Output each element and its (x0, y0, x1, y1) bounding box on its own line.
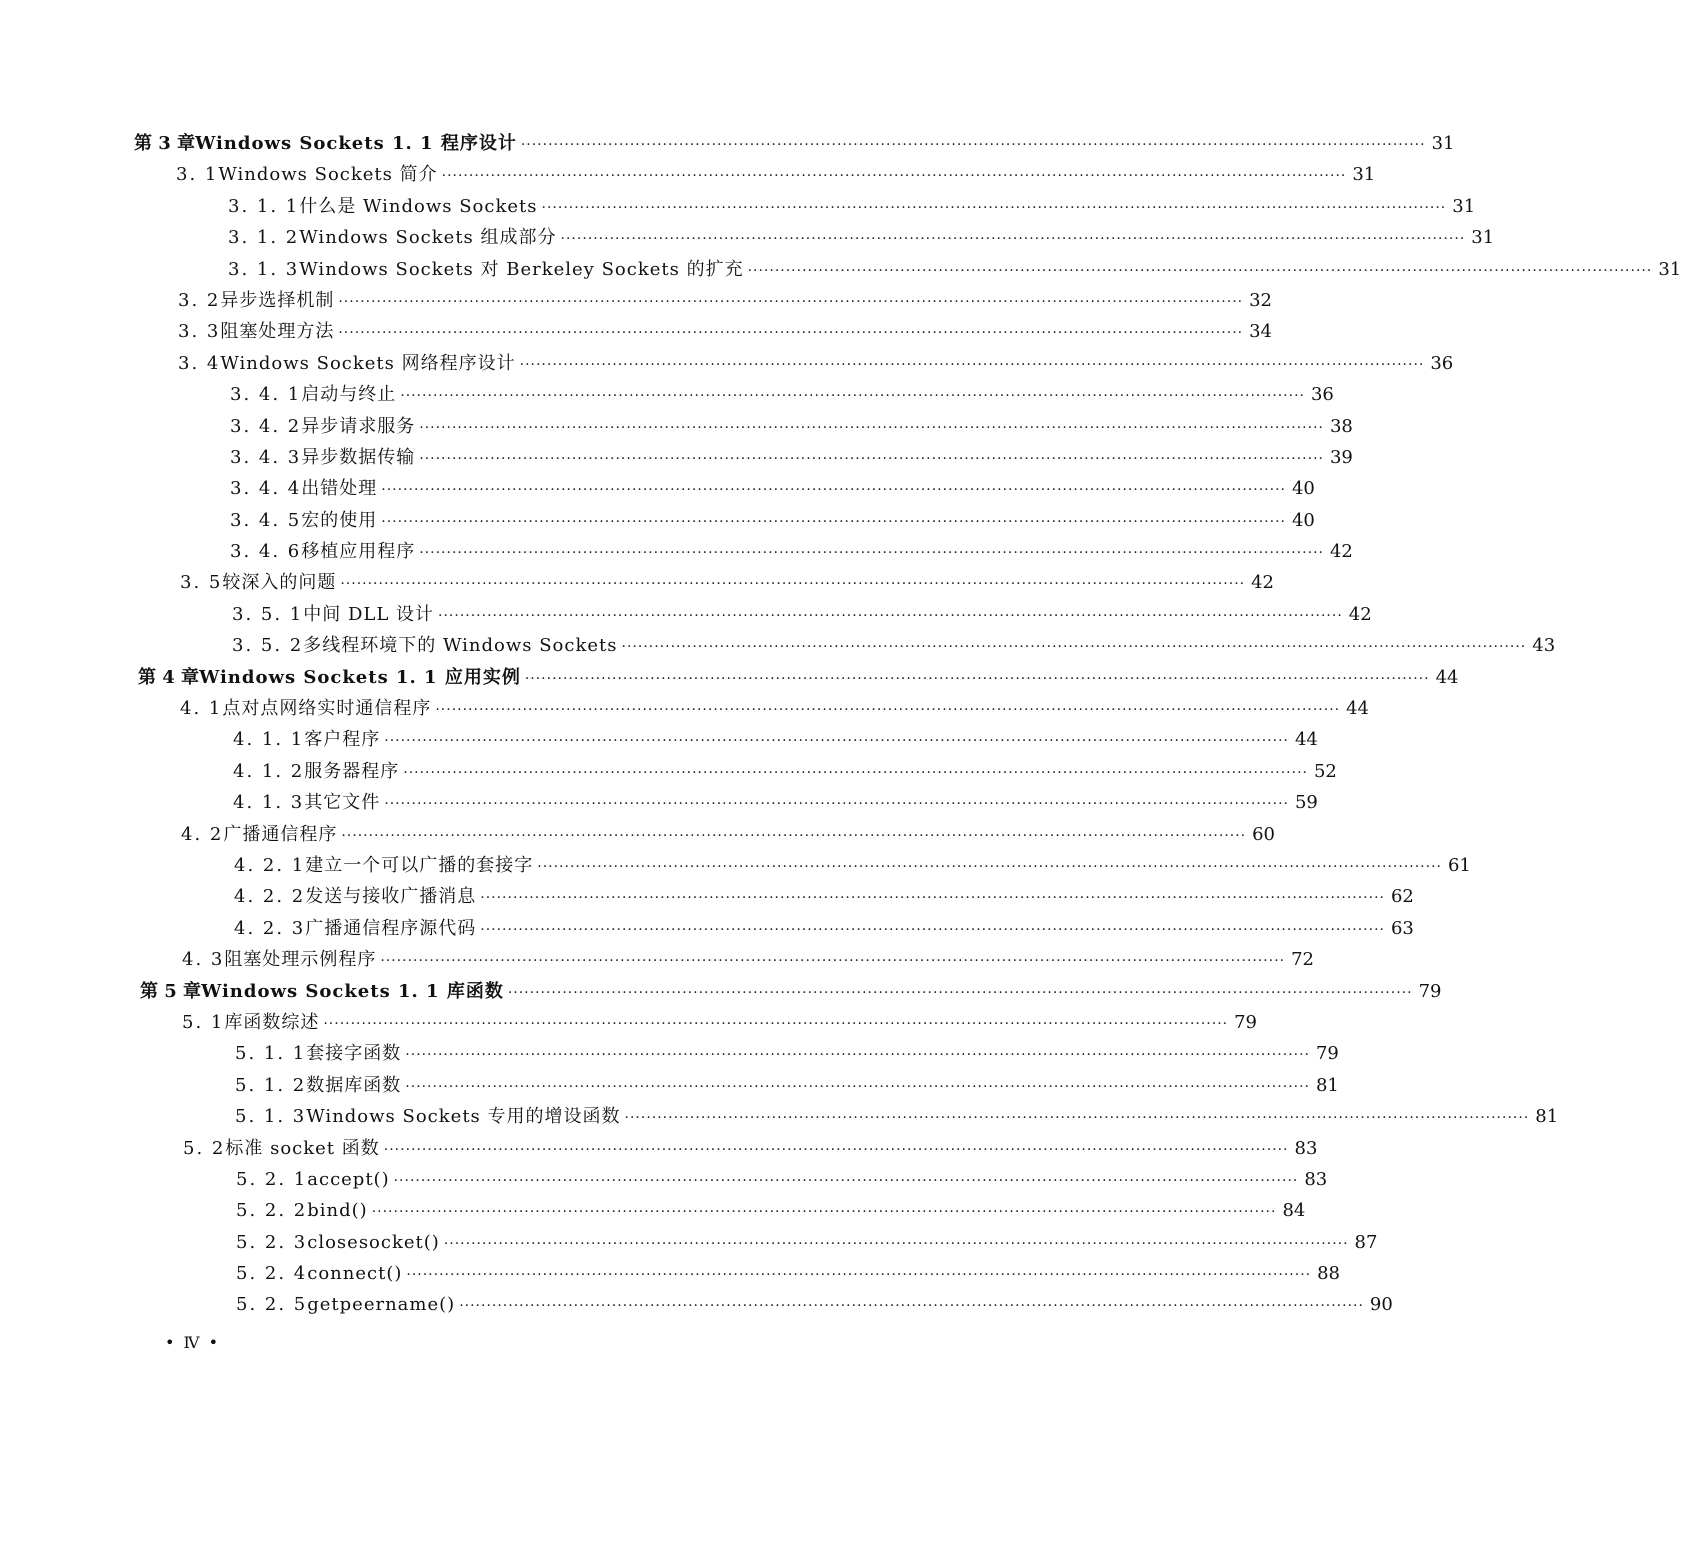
toc-entry-number: 5. 2. 4 (236, 1263, 308, 1285)
toc-entry-page: 79 (1315, 1043, 1339, 1065)
dot-leader (435, 695, 1340, 726)
toc-entry-number: 4. 2 (181, 823, 224, 845)
toc-entry-title: 服务器程序 (304, 760, 400, 782)
dot-leader (419, 413, 1324, 444)
toc-entry-page: 34 (1249, 321, 1272, 343)
toc-entry-page: 31 (1471, 227, 1495, 249)
dot-leader (459, 1291, 1364, 1322)
toc-entry-number: 3. 4. 3 (230, 446, 302, 468)
toc-entry-title: 异步数据传输 (301, 446, 416, 468)
toc-entry-number: 5. 1. 2 (235, 1074, 307, 1096)
toc-entry-subsection (0, 630, 1556, 661)
toc-entry-title: Windows Sockets 简介 (218, 164, 438, 186)
toc-entry-number: 3. 5. 1 (232, 603, 304, 625)
dot-leader (525, 664, 1430, 695)
toc-entry-number: 3. 4 (178, 352, 221, 374)
dot-leader (520, 350, 1425, 381)
dot-leader (338, 318, 1243, 349)
toc-entry-page: 40 (1291, 509, 1315, 531)
toc-entry-page: 44 (1346, 698, 1369, 720)
toc-entry-title: Windows Sockets 1. 1 应用实例 (199, 666, 521, 688)
toc-entry-title: connect() (307, 1263, 403, 1285)
toc-entry-title: 套接字函数 (306, 1043, 402, 1065)
toc-entry-subsection (0, 756, 1337, 787)
dot-leader (384, 726, 1289, 757)
toc-entry-subsection (0, 411, 1353, 442)
toc-entry-page: 83 (1304, 1168, 1328, 1190)
toc-entry-number: 5. 2. 1 (236, 1168, 308, 1190)
toc-entry-title: Windows Sockets 1. 1 库函数 (201, 980, 504, 1002)
toc-entry-page: 36 (1430, 352, 1454, 374)
dot-leader (521, 130, 1426, 161)
toc-entry-page: 44 (1435, 666, 1459, 688)
toc-entry-subsection (0, 1038, 1339, 1069)
dot-leader (406, 1260, 1311, 1291)
toc-entry-title: 宏的使用 (301, 509, 378, 531)
toc-entry-title: 出错处理 (301, 478, 378, 500)
toc-entry-title: 多线程环境下的 Windows Sockets (303, 635, 618, 657)
toc-entry-title: 发送与接收广播消息 (305, 886, 477, 908)
toc-entry-page: 42 (1251, 572, 1274, 594)
toc-entry-page: 39 (1329, 446, 1353, 468)
toc-entry-page: 83 (1294, 1137, 1318, 1159)
toc-entry-subsection (0, 1070, 1339, 1101)
toc-entry-page: 36 (1310, 384, 1334, 406)
toc-entry-title: 建立一个可以广播的套接字 (305, 854, 534, 876)
toc-entry-subsection (0, 913, 1414, 944)
toc-entry-number: 3. 4. 5 (230, 509, 302, 531)
toc-entry-subsection (0, 1289, 1393, 1320)
toc-entry-subsection (0, 191, 1476, 222)
toc-entry-subsection (0, 1195, 1306, 1226)
toc-entry-subsection (0, 379, 1334, 410)
dot-leader (480, 915, 1385, 946)
toc-entry-section (0, 316, 1272, 347)
toc-entry-title: 较深入的问题 (222, 572, 337, 594)
toc-entry-number: 3. 4. 4 (230, 478, 302, 500)
dot-leader (400, 381, 1305, 412)
dot-leader (438, 601, 1343, 632)
dot-leader (405, 1040, 1310, 1071)
dot-leader (341, 821, 1246, 852)
toc-entry-title: Windows Sockets 专用的增设函数 (306, 1106, 621, 1128)
toc-entry-page: 79 (1418, 980, 1442, 1002)
toc-entry-number: 3. 5. 2 (232, 635, 304, 657)
toc-entry-number: 4. 2. 1 (234, 854, 306, 876)
toc-entry-number: 5. 2. 3 (236, 1231, 308, 1253)
toc-entry-page: 88 (1317, 1263, 1341, 1285)
toc-entry-number: 3. 1 (176, 164, 219, 186)
toc-entry-title: 客户程序 (304, 729, 381, 751)
toc-entry-page: 62 (1390, 886, 1414, 908)
dot-leader (338, 287, 1243, 318)
toc-entry-number: 5. 1. 3 (235, 1106, 307, 1128)
dot-leader (748, 256, 1653, 287)
dot-leader (405, 1072, 1310, 1103)
toc-entry-page: 42 (1348, 603, 1372, 625)
toc-entry-title: 异步选择机制 (220, 289, 335, 311)
toc-entry-subsection (0, 1101, 1559, 1132)
dot-leader (622, 632, 1527, 663)
toc-entry-number: 5. 1 (182, 1011, 225, 1033)
toc-entry-subsection (0, 599, 1372, 630)
toc-entry-page: 31 (1658, 258, 1681, 280)
toc-entry-number: 4. 1 (180, 698, 223, 720)
toc-entry-title: closesocket() (307, 1231, 440, 1253)
toc-entry-section (0, 159, 1376, 190)
toc-entry-page: 32 (1249, 289, 1272, 311)
dot-leader (384, 789, 1289, 820)
dot-leader (381, 507, 1286, 538)
toc-entry-page: 61 (1447, 854, 1471, 876)
toc-entry-page: 79 (1234, 1011, 1257, 1033)
toc-entry-title: 阻塞处理示例程序 (224, 949, 377, 971)
toc-entry-number: 4. 1. 2 (233, 760, 305, 782)
toc-entry-number: 3. 5 (180, 572, 223, 594)
dot-leader (384, 1135, 1289, 1166)
toc-entry-section (0, 285, 1272, 316)
toc-entry-page: 52 (1313, 760, 1337, 782)
toc-entry-subsection (0, 1164, 1328, 1195)
toc-entry-page: 72 (1291, 949, 1314, 971)
toc-entry-chapter (0, 976, 1442, 1007)
toc-entry-page: 59 (1294, 792, 1318, 814)
toc-entry-subsection (0, 787, 1318, 818)
dot-leader (508, 978, 1413, 1009)
dot-leader (372, 1197, 1277, 1228)
dot-leader (542, 193, 1447, 224)
toc-entry-title: Windows Sockets 网络程序设计 (220, 352, 516, 374)
toc-entry-title: 标准 socket 函数 (225, 1137, 380, 1159)
toc-entry-page: 84 (1282, 1200, 1306, 1222)
dot-leader (561, 224, 1466, 255)
toc-entry-subsection (0, 881, 1414, 912)
toc-entry-number: 4. 3 (182, 949, 225, 971)
dot-leader (403, 758, 1308, 789)
toc-entry-page: 38 (1329, 415, 1353, 437)
toc-entry-subsection (0, 254, 1681, 285)
table-of-contents (0, 128, 1681, 1321)
toc-entry-page: 44 (1294, 729, 1318, 751)
toc-entry-number: 5. 2. 2 (236, 1200, 308, 1222)
toc-entry-title: 库函数综述 (224, 1011, 320, 1033)
toc-entry-subsection (0, 1258, 1341, 1289)
toc-entry-title: 启动与终止 (301, 384, 397, 406)
dot-leader (480, 883, 1385, 914)
toc-entry-number: 5. 1. 1 (235, 1043, 307, 1065)
toc-entry-number: 3. 4. 2 (230, 415, 302, 437)
toc-entry-title: 异步请求服务 (301, 415, 416, 437)
toc-entry-title: 广播通信程序源代码 (305, 917, 477, 939)
toc-entry-number: 3. 2 (178, 289, 221, 311)
toc-entry-page: 60 (1252, 823, 1275, 845)
toc-entry-page: 63 (1390, 917, 1414, 939)
dot-leader (394, 1166, 1299, 1197)
toc-entry-number: 4. 1. 1 (233, 729, 305, 751)
toc-entry-title: getpeername() (307, 1294, 456, 1316)
toc-entry-number: 3. 1. 1 (228, 195, 300, 217)
toc-entry-page: 90 (1369, 1294, 1393, 1316)
toc-entry-number: 5. 2 (183, 1137, 226, 1159)
toc-entry-title: 点对点网络实时通信程序 (222, 698, 432, 720)
toc-entry-subsection (0, 724, 1318, 755)
toc-entry-number: 4. 2. 2 (234, 886, 306, 908)
dot-leader (625, 1103, 1530, 1134)
toc-entry-subsection (0, 473, 1315, 504)
toc-entry-title: 其它文件 (304, 792, 381, 814)
toc-entry-title: Windows Sockets 组成部分 (299, 227, 557, 249)
toc-entry-title: 数据库函数 (306, 1074, 402, 1096)
toc-entry-page: 31 (1452, 195, 1476, 217)
toc-entry-section (0, 819, 1275, 850)
toc-entry-title: accept() (307, 1168, 390, 1190)
toc-entry-number: 5. 2. 5 (236, 1294, 308, 1316)
toc-entry-section (0, 1007, 1257, 1038)
toc-entry-number: 第 4 章 (138, 666, 200, 688)
toc-entry-page: 42 (1329, 541, 1353, 563)
toc-entry-title: bind() (307, 1200, 368, 1222)
toc-entry-page: 43 (1532, 635, 1556, 657)
toc-entry-chapter (0, 128, 1455, 159)
dot-leader (340, 569, 1245, 600)
toc-entry-number: 第 3 章 (134, 133, 196, 154)
toc-entry-section (0, 567, 1274, 598)
toc-entry-subsection (0, 850, 1471, 881)
toc-entry-number: 3. 4. 1 (230, 384, 302, 406)
toc-entry-number: 4. 2. 3 (234, 917, 306, 939)
toc-entry-title: 中间 DLL 设计 (303, 603, 435, 625)
toc-entry-title: Windows Sockets 对 Berkeley Sockets 的扩充 (299, 258, 744, 280)
toc-entry-title: 什么是 Windows Sockets (299, 195, 538, 217)
toc-entry-title: 移植应用程序 (301, 541, 416, 563)
toc-entry-page: 81 (1315, 1074, 1339, 1096)
toc-entry-page: 87 (1354, 1231, 1378, 1253)
toc-entry-title: 阻塞处理方法 (220, 321, 335, 343)
dot-leader (442, 161, 1347, 192)
toc-entry-number: 第 5 章 (140, 980, 202, 1002)
dot-leader (419, 538, 1324, 569)
toc-entry-number: 4. 1. 3 (233, 792, 305, 814)
dot-leader (537, 852, 1442, 883)
toc-entry-chapter (0, 662, 1459, 693)
toc-entry-number: 3. 4. 6 (230, 541, 302, 563)
toc-entry-subsection (0, 442, 1353, 473)
toc-entry-page: 40 (1291, 478, 1315, 500)
toc-entry-page: 81 (1535, 1106, 1559, 1128)
toc-entry-number: 3. 1. 2 (228, 227, 300, 249)
toc-entry-section (0, 944, 1314, 975)
toc-entry-subsection (0, 222, 1495, 253)
dot-leader (381, 475, 1286, 506)
dot-leader (323, 1009, 1228, 1040)
toc-entry-subsection (0, 536, 1353, 567)
toc-entry-subsection (0, 1227, 1378, 1258)
toc-entry-page: 31 (1431, 133, 1455, 154)
toc-entry-section (0, 348, 1454, 379)
toc-entry-title: 广播通信程序 (223, 823, 338, 845)
dot-leader (444, 1229, 1349, 1260)
toc-entry-page: 31 (1352, 164, 1376, 186)
toc-entry-number: 3. 3 (178, 321, 221, 343)
page-number-footer: • Ⅳ • (165, 1333, 221, 1352)
dot-leader (419, 444, 1324, 475)
toc-entry-number: 3. 1. 3 (228, 258, 300, 280)
toc-entry-title: Windows Sockets 1. 1 程序设计 (195, 133, 517, 154)
toc-entry-section (0, 1133, 1318, 1164)
toc-entry-section (0, 693, 1369, 724)
toc-entry-subsection (0, 505, 1315, 536)
dot-leader (380, 946, 1285, 977)
